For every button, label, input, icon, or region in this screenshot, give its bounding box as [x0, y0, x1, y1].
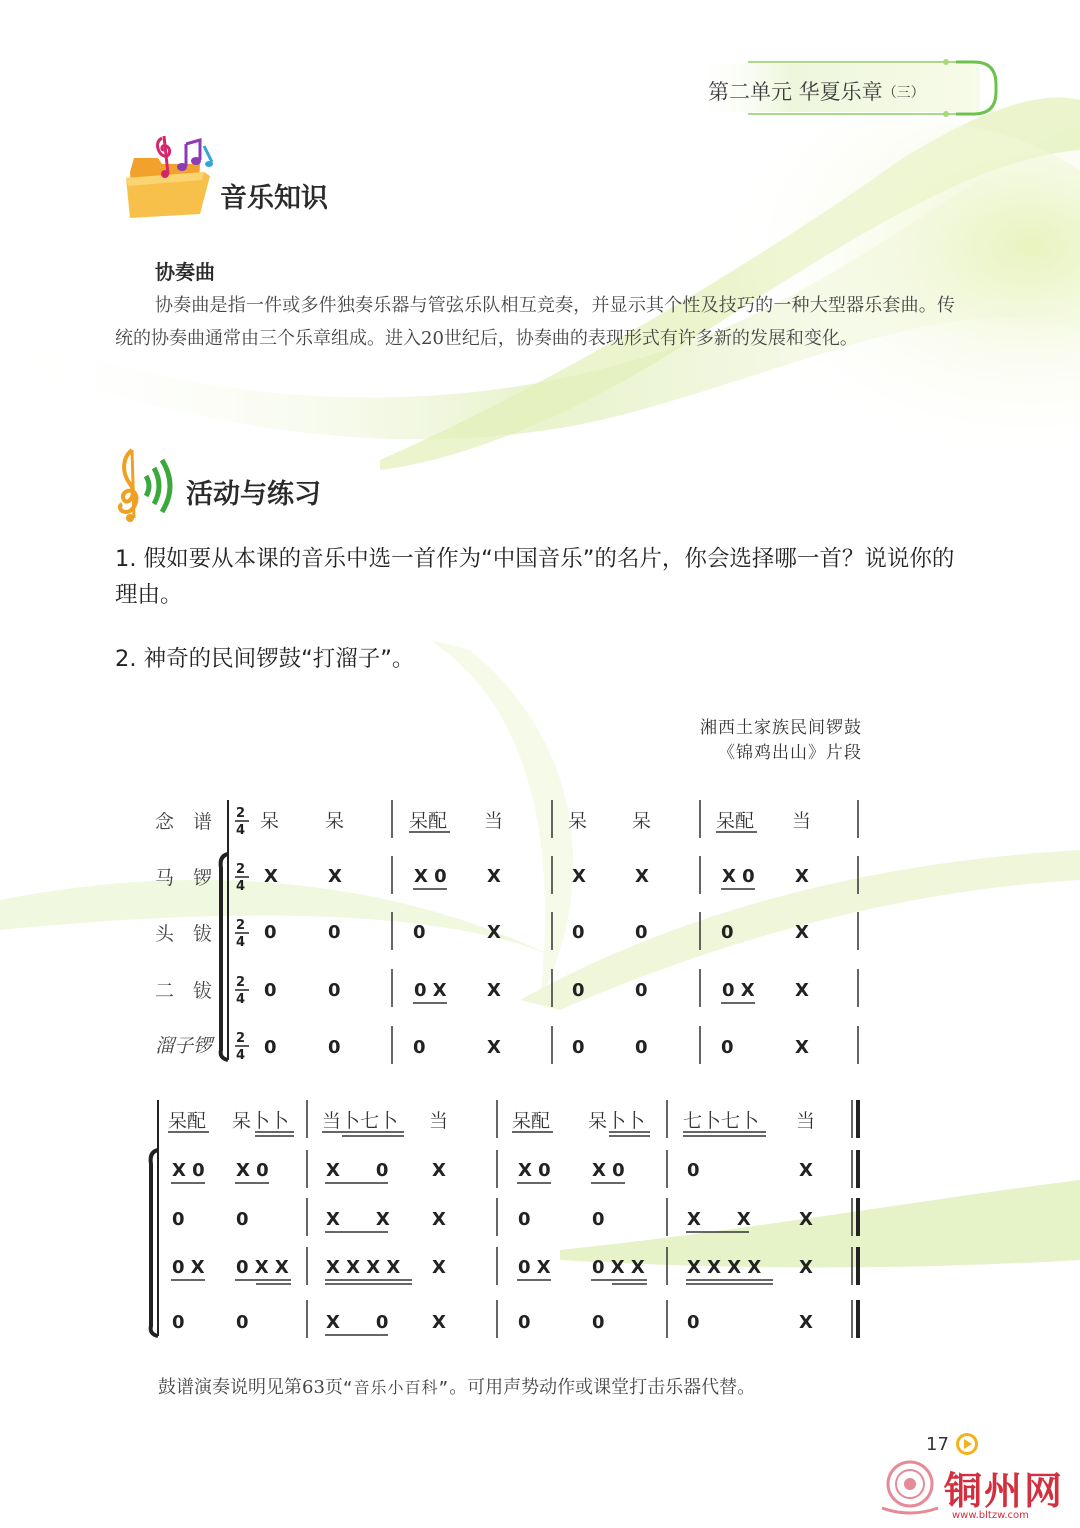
svg-text:4: 4: [236, 1048, 246, 1063]
chant-syllable: 呆: [632, 810, 652, 832]
note: 0: [413, 1037, 426, 1058]
note: X 0: [592, 1160, 625, 1181]
note: 0: [264, 922, 277, 943]
beam-underlines: [171, 1280, 773, 1284]
note: X 0: [414, 866, 447, 887]
final-barline: [852, 1100, 858, 1338]
chant-syllable: 当: [484, 810, 504, 832]
instrument-label: 溜子锣: [155, 1035, 213, 1057]
svg-text:2: 2: [236, 862, 246, 877]
note: X: [795, 980, 809, 1001]
svg-text:4: 4: [236, 879, 246, 894]
note: 0: [592, 1312, 605, 1333]
note: 0: [264, 980, 277, 1001]
chant-syllable: 当: [429, 1110, 449, 1132]
footnote-quote: “音乐小百科”: [342, 1378, 450, 1397]
svg-text:4: 4: [236, 823, 246, 838]
note: X: [487, 866, 501, 887]
svg-text:4: 4: [236, 992, 246, 1007]
watermark-url: www.bltzw.com: [952, 1510, 1029, 1521]
note: 0: [572, 980, 585, 1001]
chant-syllable: 七卜七卜: [683, 1110, 760, 1132]
play-icon: [955, 1432, 979, 1456]
note: 0 X X: [592, 1257, 645, 1278]
note: 0: [572, 1037, 585, 1058]
chant-syllable: 呆配: [716, 810, 755, 832]
note: X: [795, 1037, 809, 1058]
note: 0: [328, 1037, 341, 1058]
svg-text:2: 2: [236, 918, 246, 933]
note: X: [432, 1209, 446, 1230]
note: X: [799, 1209, 813, 1230]
note: X: [799, 1312, 813, 1333]
note: X: [795, 922, 809, 943]
note: 0: [518, 1209, 531, 1230]
unit-name: 第二单元 华夏乐章: [708, 80, 883, 104]
chant-syllable: 当卜七卜: [322, 1110, 399, 1132]
note: 0 X: [414, 980, 447, 1001]
note: 0 X: [722, 980, 755, 1001]
footnote-text: 。可用声势动作或课堂打击乐器代替。: [449, 1377, 756, 1398]
note: X X X X: [326, 1257, 401, 1278]
note: 0: [236, 1209, 249, 1230]
note: X 0: [326, 1312, 389, 1333]
system-brace: [151, 1150, 158, 1336]
note: 0: [572, 922, 585, 943]
note: X: [795, 866, 809, 887]
note: X: [799, 1160, 813, 1181]
note: X: [487, 980, 501, 1001]
question-1: 1. 假如要从本课的音乐中选一首作为“中国音乐”的名片，你会选择哪一首？说说你的理由。: [115, 546, 955, 608]
note: X: [264, 866, 278, 887]
instrument-label: 头 钹: [155, 923, 213, 945]
instrument-label: 二 钹: [155, 980, 213, 1002]
chant-syllable: 呆配: [512, 1110, 551, 1132]
note: 0: [328, 922, 341, 943]
chant-syllable: 当: [796, 1110, 816, 1132]
music-knowledge-title: 音乐知识: [220, 183, 328, 214]
note: X: [432, 1312, 446, 1333]
note: X 0: [722, 866, 755, 887]
note: X: [328, 866, 342, 887]
chant-syllable: 呆卜卜: [588, 1110, 646, 1132]
note: 0 X: [518, 1257, 551, 1278]
watermark-text: 铜州网: [944, 1468, 1065, 1513]
measure-barlines: [392, 800, 858, 1064]
note: X X: [326, 1209, 390, 1230]
chant-syllable: 当: [792, 810, 812, 832]
page-number: 17: [926, 1434, 949, 1455]
note: X 0: [326, 1160, 389, 1181]
note: 0: [635, 1037, 648, 1058]
svg-text:2: 2: [236, 806, 246, 821]
note: 0: [172, 1312, 185, 1333]
note: 0: [518, 1312, 531, 1333]
beam-underlines: [168, 1132, 766, 1136]
note: X 0: [172, 1160, 205, 1181]
chant-syllable: 呆配: [409, 810, 448, 832]
note: X: [487, 1037, 501, 1058]
chant-syllable: 呆配: [168, 1110, 207, 1132]
score-footnote: [158, 1373, 755, 1399]
svg-text:2: 2: [236, 975, 246, 990]
source-line-2: 《锦鸡出山》片段: [718, 743, 862, 763]
instrument-label: 马 锣: [155, 867, 213, 889]
note: 0 X: [172, 1257, 205, 1278]
note: 0: [592, 1209, 605, 1230]
chant-syllable: 呆: [325, 810, 345, 832]
note: 0: [413, 922, 426, 943]
svg-text:2: 2: [236, 1031, 246, 1046]
footnote-text: 鼓谱演奏说明见第63页: [158, 1377, 343, 1398]
note: 0: [687, 1160, 700, 1181]
term-title: 协奏曲: [155, 260, 215, 284]
note: X: [799, 1257, 813, 1278]
note: X: [635, 866, 649, 887]
note: X: [432, 1160, 446, 1181]
note: 0: [172, 1209, 185, 1230]
system-brace: [221, 854, 228, 1060]
note: 0 X X: [236, 1257, 289, 1278]
note: 0: [635, 980, 648, 1001]
note: X: [432, 1257, 446, 1278]
note: X: [487, 922, 501, 943]
time-signature: [235, 806, 249, 1063]
note: 0: [328, 980, 341, 1001]
note: X 0: [518, 1160, 551, 1181]
note: X X X X: [687, 1257, 762, 1278]
note: 0: [635, 922, 648, 943]
note: X X: [687, 1209, 751, 1230]
note: 0: [721, 922, 734, 943]
note: X: [572, 866, 586, 887]
chant-syllable: 呆: [568, 810, 588, 832]
question-2: 2. 神奇的民间锣鼓“打溜子”。: [115, 646, 415, 672]
instrument-label: 念 谱: [155, 811, 213, 833]
chant-syllable: 呆卜卜: [232, 1110, 290, 1132]
chant-syllable: 呆: [260, 810, 280, 832]
term-description: 协奏曲是指一件或多件独奏乐器与管弦乐队相互竞奏，并显示其个性及技巧的一种大型器乐套曲。传统的协奏曲通常由三个乐章组成。进入20世纪后，协奏曲的表现形式有许多新的发展和变化。: [115, 295, 955, 349]
note: 0: [264, 1037, 277, 1058]
activities-title: 活动与练习: [186, 479, 321, 510]
note: 0: [721, 1037, 734, 1058]
note: X 0: [236, 1160, 269, 1181]
svg-text:4: 4: [236, 935, 246, 950]
note: 0: [687, 1312, 700, 1333]
unit-part: （三）: [882, 85, 925, 101]
source-line-1: 湘西土家族民间锣鼓: [700, 718, 862, 738]
note: 0: [236, 1312, 249, 1333]
